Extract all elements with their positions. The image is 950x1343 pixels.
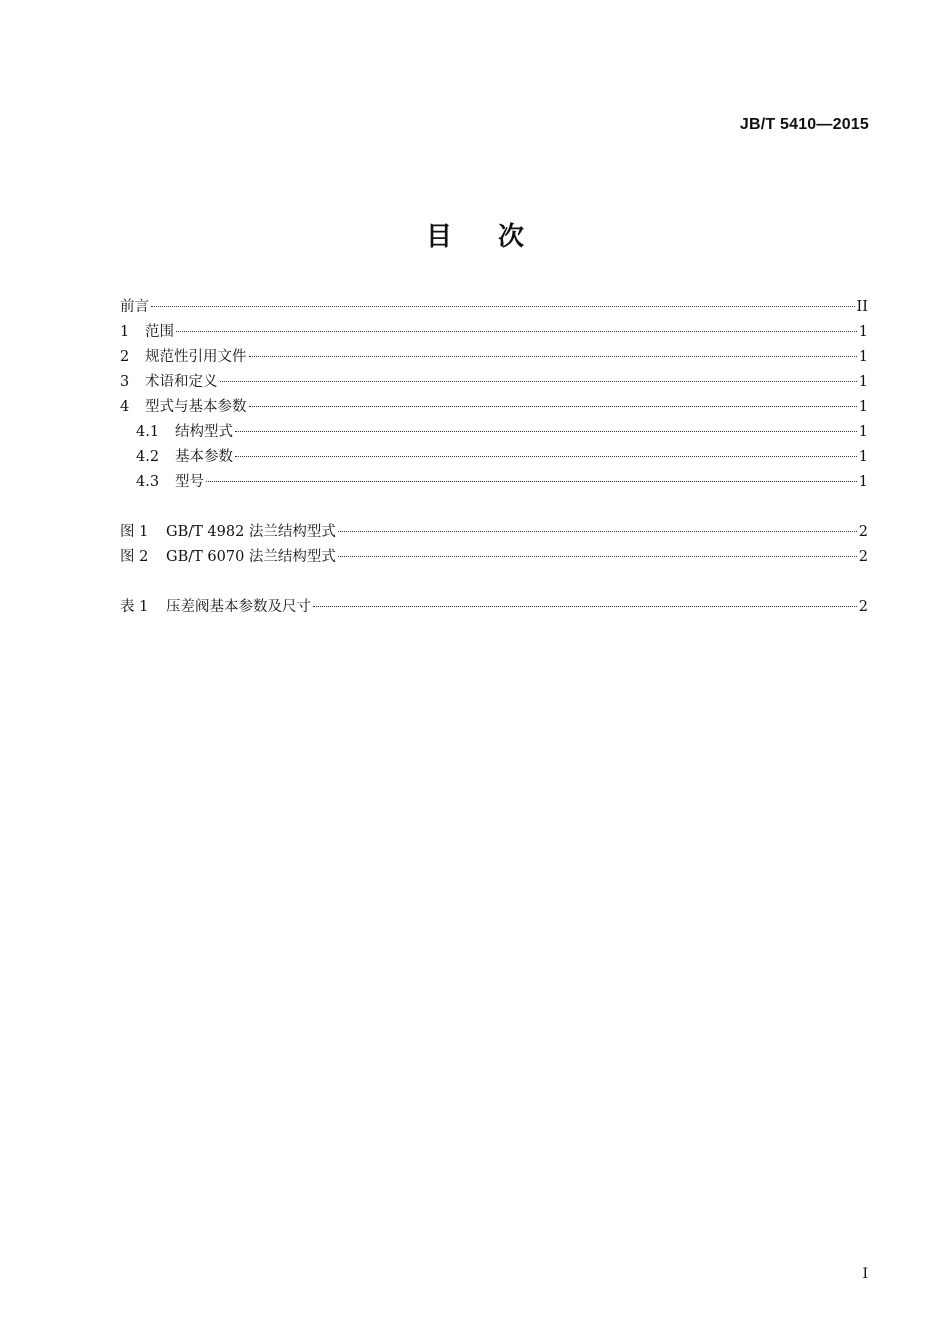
toc-entry-figure-2[interactable]	[120, 545, 868, 570]
toc-entry-number: 4	[120, 399, 130, 415]
toc-leader-dots	[249, 406, 857, 407]
toc-entry-number: 4.3	[136, 474, 160, 490]
toc-leader-dots	[235, 456, 857, 457]
toc-entry-label: 基本参数	[175, 449, 233, 465]
toc-leader-dots	[338, 556, 857, 557]
toc-entry-page: 1	[858, 399, 868, 415]
toc-entry-page: 1	[858, 474, 868, 490]
toc-leader-dots	[151, 306, 855, 307]
toc-entry-model[interactable]	[120, 470, 868, 495]
toc-entry-number: 4.2	[136, 449, 160, 465]
page-number: I	[862, 1266, 868, 1282]
toc-entry-page: 2	[858, 599, 868, 615]
toc-leader-dots	[176, 331, 857, 332]
toc-entry-page: 1	[858, 324, 868, 340]
toc-entry-label: 前言	[120, 299, 149, 315]
toc-entry-foreword[interactable]	[120, 295, 868, 320]
standard-number: JB/T 5410—2015	[739, 116, 869, 133]
toc-leader-dots	[206, 481, 857, 482]
toc-entry-page: 2	[858, 524, 868, 540]
toc-entry-label: 术语和定义	[145, 374, 218, 390]
toc-entry-scope[interactable]	[120, 320, 868, 345]
toc-entry-label: 规范性引用文件	[145, 349, 247, 365]
toc-entry-basic-parameters[interactable]	[120, 445, 868, 470]
toc-entry-number: 4.1	[136, 424, 160, 440]
toc-entry-number: 2	[120, 349, 130, 365]
toc-entry-figure-1[interactable]	[120, 520, 868, 545]
toc-entry-number: 3	[120, 374, 130, 390]
toc-entry-label: 型号	[175, 474, 204, 490]
page-title: 目次	[425, 222, 570, 252]
toc-spacer	[120, 570, 868, 595]
toc-entry-structure-type[interactable]	[120, 420, 868, 445]
table-of-contents	[120, 295, 868, 620]
toc-spacer	[120, 495, 868, 520]
toc-entry-terms-definitions[interactable]	[120, 370, 868, 395]
toc-entry-label: 压差阀基本参数及尺寸	[166, 599, 311, 615]
toc-leader-dots	[338, 531, 857, 532]
toc-entry-number: 1	[120, 324, 130, 340]
toc-entry-label: GB/T 4982 法兰结构型式	[166, 524, 336, 540]
toc-entry-number: 图 2	[120, 549, 149, 565]
toc-entry-types-parameters[interactable]	[120, 395, 868, 420]
toc-entry-normative-references[interactable]	[120, 345, 868, 370]
toc-entry-number: 图 1	[120, 524, 149, 540]
toc-entry-page: 2	[858, 549, 868, 565]
toc-entry-number: 表 1	[120, 599, 149, 615]
toc-entry-page: 1	[858, 374, 868, 390]
toc-leader-dots	[220, 381, 857, 382]
toc-entry-label: 型式与基本参数	[145, 399, 247, 415]
toc-leader-dots	[235, 431, 857, 432]
toc-entry-label: 结构型式	[175, 424, 233, 440]
toc-entry-page: 1	[858, 424, 868, 440]
toc-entry-table-1[interactable]	[120, 595, 868, 620]
toc-leader-dots	[313, 606, 857, 607]
toc-entry-label: GB/T 6070 法兰结构型式	[166, 549, 336, 565]
toc-entry-label: 范围	[145, 324, 174, 340]
toc-entry-page: II	[856, 299, 868, 315]
toc-entry-page: 1	[858, 449, 868, 465]
toc-leader-dots	[249, 356, 857, 357]
toc-entry-page: 1	[858, 349, 868, 365]
